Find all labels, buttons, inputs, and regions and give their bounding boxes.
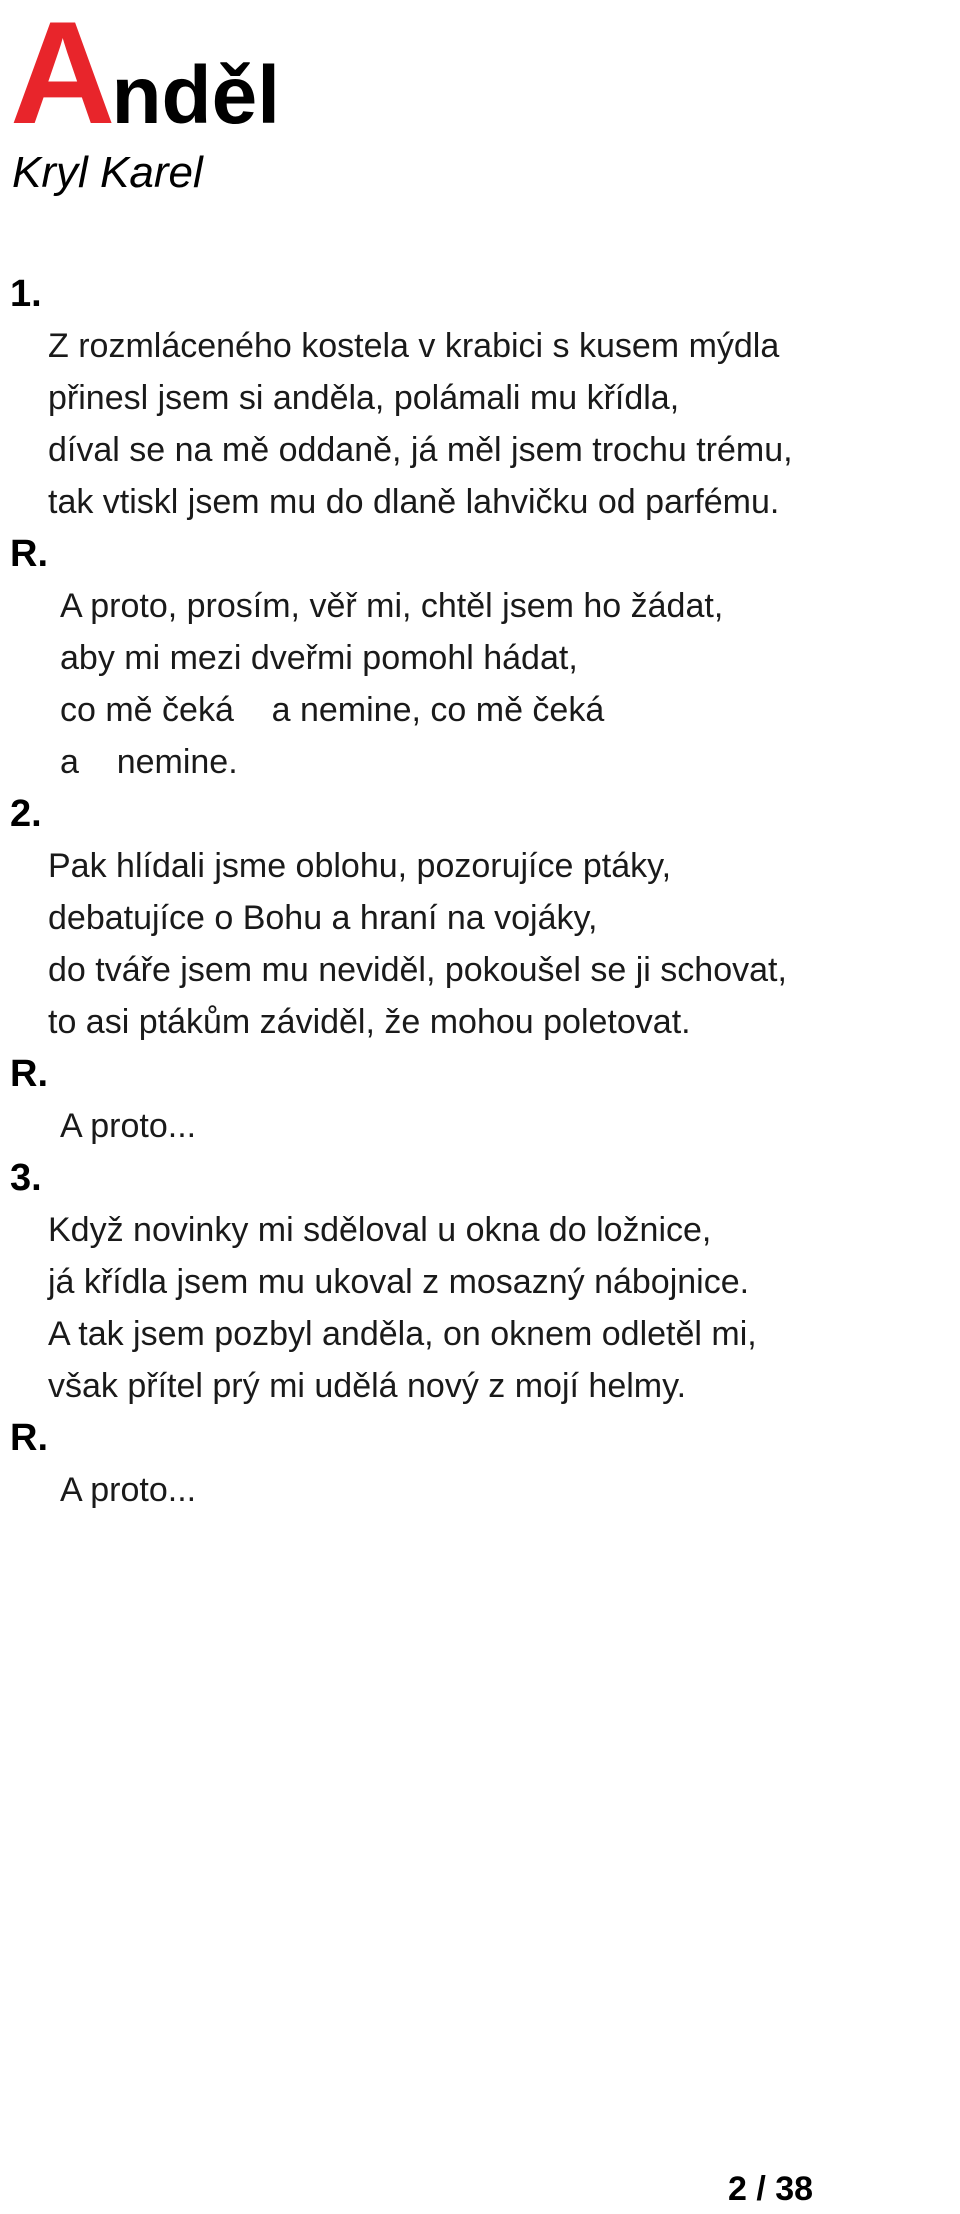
lyric-line: aby mi mezi dveřmi pomohl hádat, [60, 639, 578, 677]
lyric-line: díval se na mě oddaně, já měl jsem trochu trému, [48, 431, 793, 469]
lyric-line: Pak hlídali jsme oblohu, pozorujíce ptáky, [48, 847, 672, 885]
section-marker: 2. [10, 793, 42, 835]
section-marker: R. [10, 1053, 48, 1095]
lyric-line: debatujíce o Bohu a hraní na vojáky, [48, 899, 598, 937]
lyric-line: A tak jsem pozbyl anděla, on oknem odletěl mi, [48, 1315, 757, 1353]
section-marker: R. [10, 1417, 48, 1459]
lyric-line: přinesl jsem si anděla, polámali mu křídla, [48, 379, 680, 417]
verse-1 [10, 268, 950, 528]
lyric-line: však přítel prý mi udělá nový z mojí helmy. [48, 1367, 687, 1405]
lyric-line: do tváře jsem mu neviděl, pokoušel se ji schovat, [48, 951, 787, 989]
chorus-1 [10, 528, 950, 788]
verse-2 [10, 788, 950, 1048]
lyric-line: tak vtiskl jsem mu do dlaně lahvičku od parfému. [48, 483, 780, 521]
verse-3 [10, 1152, 950, 1412]
title-initial: A [10, 0, 112, 154]
lyric-line: A proto, prosím, věř mi, chtěl jsem ho žádat, [60, 587, 724, 625]
lyric-line: Z rozmláceného kostela v krabici s kusem mýdla [48, 327, 780, 365]
section-marker: R. [10, 533, 48, 575]
lyric-line: Když novinky mi sděloval u okna do ložnice, [48, 1211, 712, 1249]
section-marker: 3. [10, 1157, 42, 1199]
title-rest: nděl [111, 50, 281, 141]
lyric-line: to asi ptákům záviděl, že mohou poletovat. [48, 1003, 691, 1041]
section-marker: 1. [10, 273, 42, 315]
song-title [10, 0, 281, 154]
lyric-line: a nemine. [60, 743, 238, 781]
lyric-line: já křídla jsem mu ukoval z mosazný nábojnice. [48, 1263, 750, 1301]
lyric-line: A proto... [60, 1471, 197, 1509]
lyric-line: co mě čeká a nemine, co mě čeká [60, 691, 605, 729]
chorus-3 [10, 1412, 950, 1516]
song-author: Kryl Karel [12, 148, 203, 197]
chorus-2 [10, 1048, 950, 1152]
lyrics [10, 268, 950, 1516]
page-number: 2 / 38 [728, 2170, 814, 2208]
lyric-line: A proto... [60, 1107, 197, 1145]
